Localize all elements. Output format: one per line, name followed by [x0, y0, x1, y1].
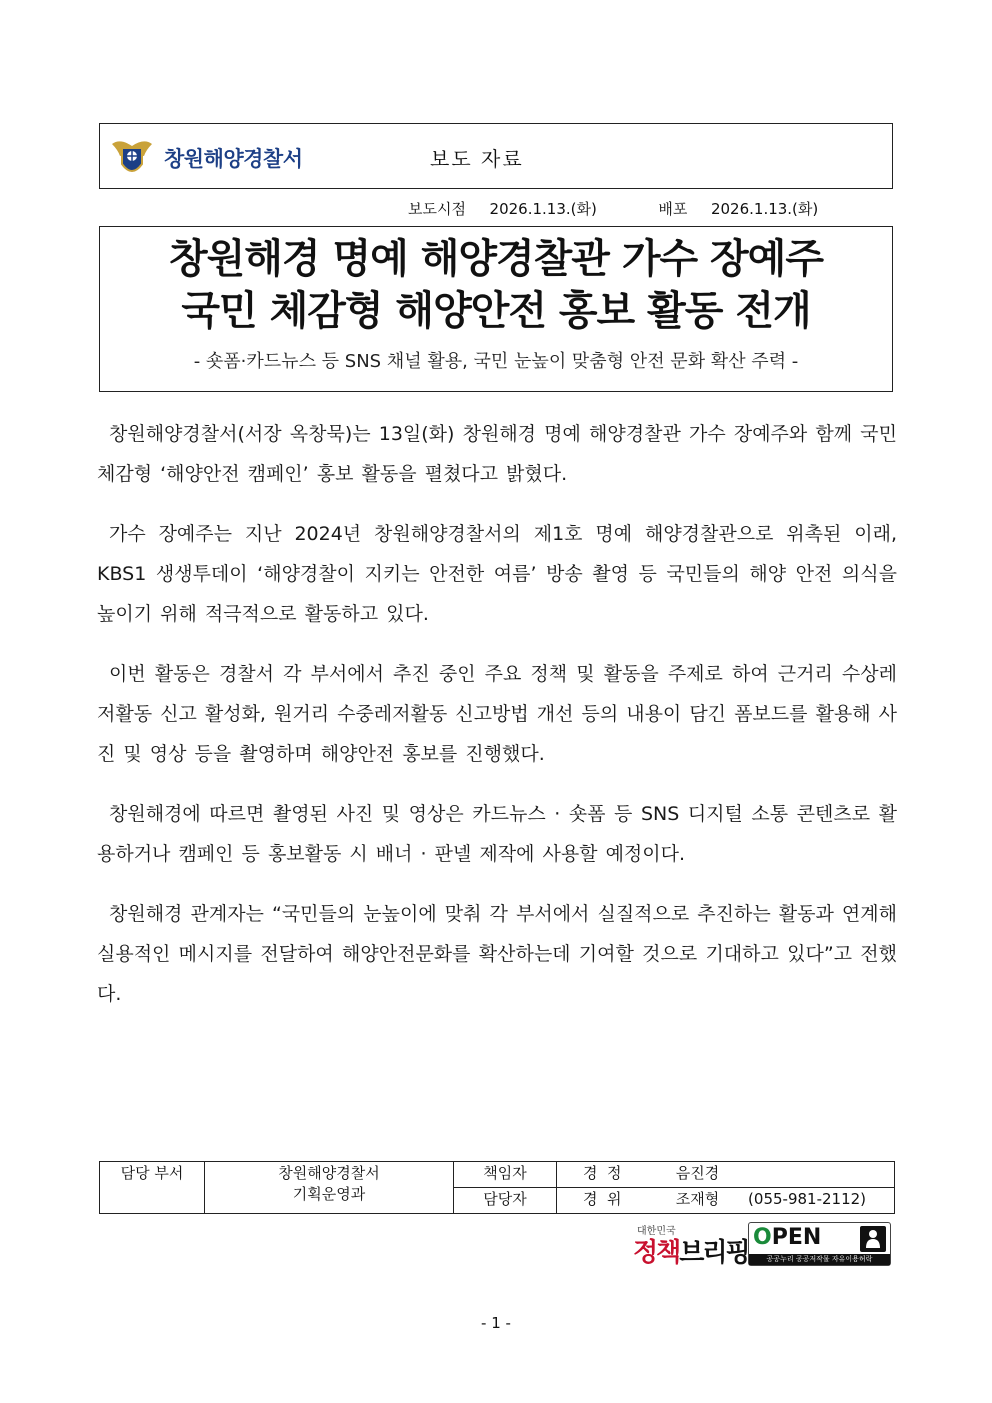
manager-name: 음진경	[675, 1164, 720, 1182]
policy-briefing-small-text: 대한민국	[637, 1226, 676, 1237]
paragraph: 창원해경에 따르면 촬영된 사진 및 영상은 카드뉴스 · 숏폼 등 SNS 디지털 소통 콘텐츠로 활용하거나 캠페인 등 홍보활동 시 배너 · 판넬 제작에 사용할 예정이다.	[97, 803, 897, 865]
open-sub-text: 공공누리 공공저작물 자유이용허락	[749, 1254, 890, 1265]
dept-unit: 기획운영과	[292, 1185, 366, 1203]
policy-briefing-logo	[633, 1232, 749, 1269]
headline	[100, 233, 892, 337]
staff-rank: 경 위	[583, 1190, 622, 1208]
manager-label: 책임자	[454, 1162, 557, 1188]
attribution-person-icon	[860, 1226, 886, 1252]
release-date: 2026.1.13.(화)	[489, 200, 597, 218]
release-label: 보도시점	[408, 200, 466, 218]
page-number: - 1 -	[481, 1314, 511, 1332]
footer-logos	[633, 1222, 893, 1268]
title-box	[99, 226, 893, 392]
open-word-o: O	[753, 1225, 772, 1250]
release-dates	[408, 198, 818, 219]
staff-name: 조재형	[675, 1190, 720, 1208]
staff-info	[557, 1188, 895, 1214]
paragraph: 창원해경 관계자는 “국민들의 눈높이에 맞춰 각 부서에서 실질적으로 추진하는 활동과 연계해 실용적인 메시지를 전달하여 해양안전문화를 확산하는데 기여할 것으로 기대하고 있다”고 전했다.	[97, 903, 897, 1005]
kogl-open-badge	[748, 1222, 891, 1266]
manager-info	[557, 1162, 895, 1188]
org-name: 창원해양경찰서	[164, 147, 303, 171]
open-word	[753, 1225, 821, 1250]
subtitle: - 숏폼·카드뉴스 등 SNS 채널 활용, 국민 눈높이 맞춤형 안전 문화 확산 주력 -	[193, 351, 799, 372]
headline-line-2: 국민 체감형 해양안전 홍보 활동 전개	[181, 288, 811, 334]
dept-label: 담당 부서	[100, 1162, 205, 1214]
open-word-rest: PEN	[771, 1225, 822, 1250]
distribute-label: 배포	[658, 200, 688, 218]
paragraph: 이번 활동은 경찰서 각 부서에서 추진 중인 주요 정책 및 활동을 주제로 하여 근거리 수상레저활동 신고 활성화, 원거리 수중레저활동 신고방법 개선 등의 내용이 담긴 폼보드를 활용해 사진 및 영상 등을 촬영하며 해양안전 홍보를 진행했다.	[97, 663, 897, 765]
policy-briefing-logo-b: 브리핑	[679, 1238, 749, 1268]
paragraph: 창원해양경찰서(서장 옥창묵)는 13일(화) 창원해경 명예 해양경찰관 가수 장예주와 함께 국민 체감형 ‘해양안전 캠페인’ 홍보 활동을 펼쳤다고 밝혔다.	[97, 423, 897, 485]
article-body	[97, 414, 897, 1034]
contact-table	[99, 1161, 895, 1214]
dept-cell	[205, 1162, 454, 1214]
header-box	[99, 123, 893, 189]
staff-phone: (055-981-2112)	[748, 1190, 867, 1208]
distribute-date: 2026.1.13.(화)	[710, 200, 819, 218]
staff-label: 담당자	[454, 1188, 557, 1214]
manager-rank: 경 정	[583, 1164, 622, 1182]
headline-line-1: 창원해경 명예 해양경찰관 가수 장예주	[169, 236, 823, 282]
paragraph: 가수 장예주는 지난 2024년 창원해양경찰서의 제1호 명예 해양경찰관으로 위촉된 이래, KBS1 생생투데이 ‘해양경찰이 지키는 안전한 여름’ 방송 촬영 등 국민들의 해양 안전 의식을 높이기 위해 적극적으로 활동하고 있다.	[97, 523, 897, 625]
coast-guard-emblem-icon	[110, 134, 154, 180]
policy-briefing-logo-a: 정책	[633, 1238, 680, 1268]
dept-org: 창원해양경찰서	[278, 1164, 380, 1182]
doc-type-label: 보도 자료	[430, 147, 524, 171]
